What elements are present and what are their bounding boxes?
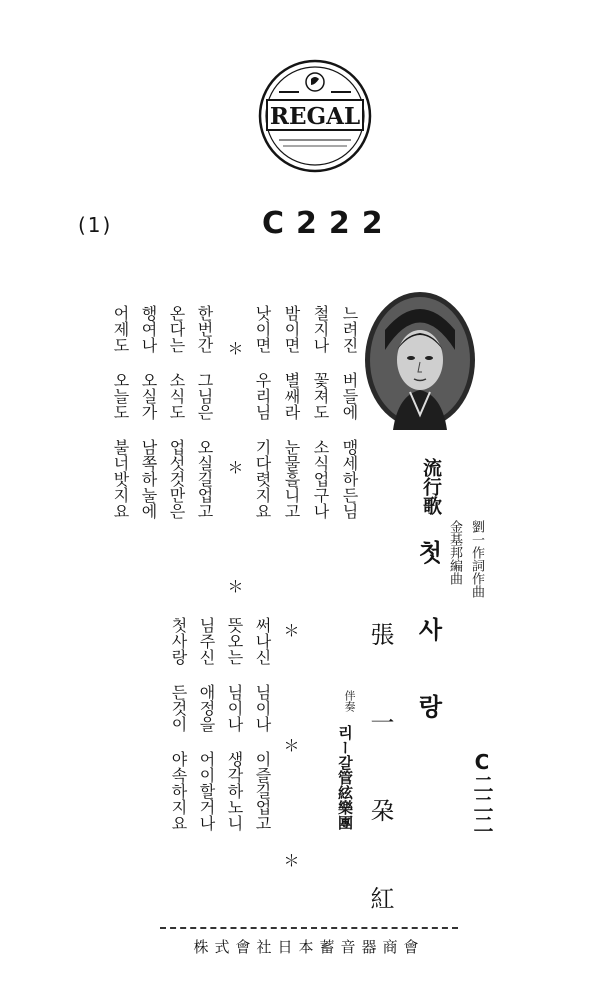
accompaniment-ensemble: 리ー갈管絃樂團	[336, 725, 354, 830]
accompaniment-label: 伴奏	[343, 690, 356, 712]
lyric-line: 어제도 오늘도 불너밧지요	[111, 305, 130, 519]
lyric-line: 써나신 님이나 이즐길업고	[253, 617, 272, 831]
logo-brand: REGAL	[269, 103, 361, 130]
lyric-separator: ＊ ＊ ＊	[281, 622, 300, 908]
lyric-line: 한번간 그님은 오실길업고	[195, 305, 214, 519]
publisher-name: 株式會社日本蓄音器商會	[193, 938, 425, 956]
lyric-line: 뜻오는 님이나 생각하노니	[225, 617, 244, 831]
lyric-line: 첫사랑 든것이 야속하지요	[169, 617, 188, 831]
regal-logo	[257, 58, 373, 174]
arranger-credit: 金基邦編曲	[447, 520, 462, 585]
record-index: (1)	[78, 213, 113, 237]
lyric-separator: ＊ ＊ ＊	[225, 340, 244, 636]
lyric-line: 느려진 버들에 맹세하든님	[340, 305, 359, 519]
song-title: 첫 사 랑	[414, 540, 443, 730]
singer-name: 張 一 朶 紅	[366, 622, 394, 928]
lyric-line: 밤이면 별쌔라 눈물흘니고	[282, 305, 301, 519]
lyric-line: 온다는 소식도 업섯것만은	[167, 305, 186, 519]
lyric-line: 님주신 애정을 어이할거나	[197, 617, 216, 831]
lyric-line: 행여나 오실가 남쪽하눌에	[139, 305, 158, 519]
singer-portrait	[363, 290, 478, 430]
footer-divider	[160, 927, 458, 929]
lyric-line: 낫이면 우리님 기다렷지요	[253, 305, 272, 519]
lyric-line: 철지나 꽃져도 소식업구나	[311, 305, 330, 519]
lyricist-credit: 劉一作詞作曲	[469, 520, 484, 598]
genre-label: 流行歌	[420, 458, 442, 515]
catalog-number: C二二二	[470, 750, 494, 834]
record-number: C222	[262, 206, 395, 241]
